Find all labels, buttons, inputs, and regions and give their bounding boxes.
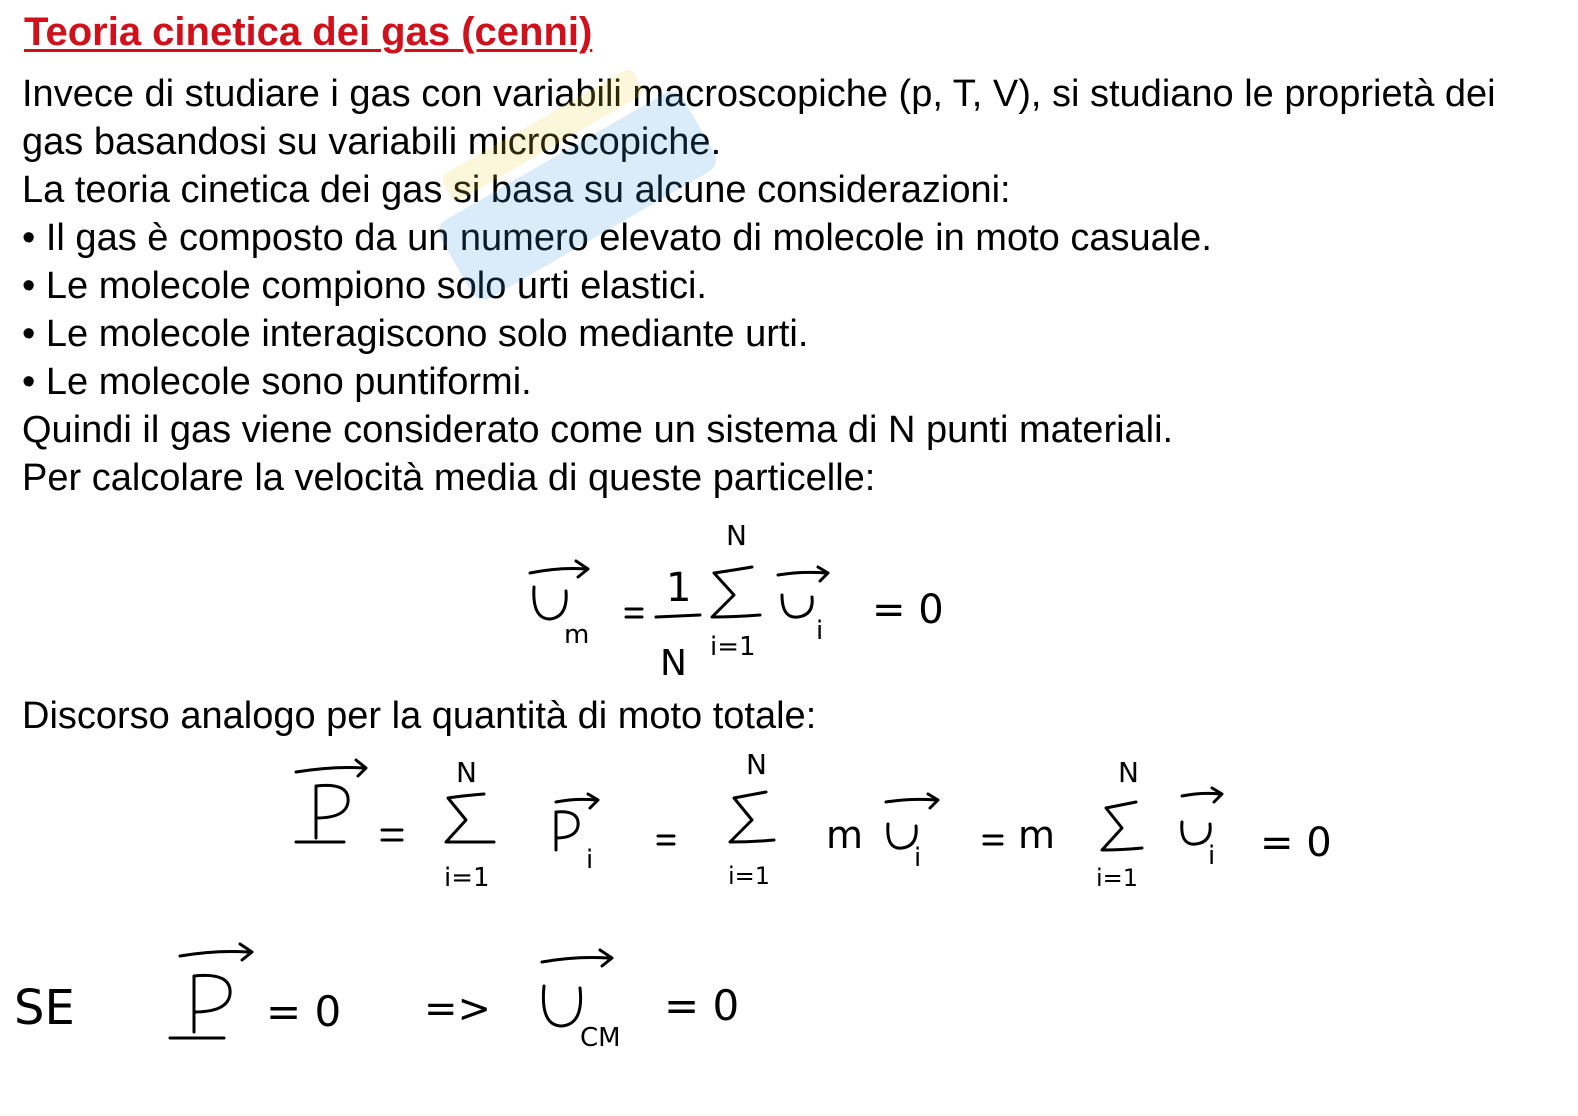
sigma-icon [730,792,774,842]
velocity-average-equation [520,515,980,685]
se-label: SE [14,980,75,1036]
p-symbol [316,785,348,838]
velocity-term-subscript: i [914,843,922,873]
sigma-icon [446,794,494,842]
equation-result: = 0 [872,587,944,633]
sum-lower-limit: i=1 [444,863,490,893]
v-symbol [543,986,580,1026]
considerations-intro: La teoria cinetica dei gas si basa su alcune considerazioni: [22,169,1011,211]
bullet-item: • Le molecole interagiscono solo mediante urti. [22,310,1562,358]
momentum-term-subscript: i [586,845,594,875]
sum-lower-limit: i=1 [1096,864,1139,892]
equation-result: = 0 [1260,820,1332,866]
center-of-mass-subscript: CM [580,1023,621,1053]
v-symbol [888,824,916,848]
intro-paragraph: Invece di studiare i gas con variabili macroscopiche (p, T, V), si studiano le proprietà dei gas basandosi su variabili microscopiche. [22,73,1496,163]
vector-arrow [530,561,588,577]
v-symbol [782,595,812,617]
fraction-bar [656,615,700,617]
bullet-item: • Le molecole sono puntiformi. [22,358,1562,406]
bullet-item: • Le molecole compiono solo urti elastici. [22,262,1562,310]
sigma-icon [1102,802,1142,850]
momentum-intro: Discorso analogo per la quantità di moto totale: [22,695,817,737]
velocity-term-subscript: i [1208,841,1216,871]
vector-arrow [542,950,612,966]
sum-lower-limit: i=1 [728,862,771,890]
slide-title: Teoria cinetica dei gas (cenni) [24,10,593,54]
mass-symbol: m [826,813,864,857]
vector-arrow [778,567,828,581]
vector-arrow [556,794,598,808]
sum-lower-limit: i=1 [710,632,756,662]
vector-arrow [886,794,938,808]
vector-arrow [180,944,252,960]
sum-upper-limit: N [726,519,747,552]
momentum-result: = 0 [266,987,342,1036]
center-of-mass-conclusion [10,930,770,1060]
average-velocity-intro: Per calcolare la velocità media di queste particelle: [22,457,876,499]
total-momentum-equation [290,750,1350,900]
center-of-mass-result: = 0 [664,981,740,1030]
v-symbol [534,587,566,619]
sigma-icon [712,567,760,617]
p-symbol [556,812,578,850]
vector-arrow [1182,788,1222,802]
conclusion-line: Quindi il gas viene considerato come un sistema di N punti materiali. [22,409,1174,451]
sum-upper-limit: N [1118,756,1139,789]
fraction-numerator: 1 [666,565,692,611]
bullet-item: • Il gas è composto da un numero elevato di molecole in moto casuale. [22,214,1562,262]
mass-symbol: m [1018,813,1056,857]
v-symbol [1182,822,1210,844]
velocity-term-subscript: i [816,616,824,646]
sum-upper-limit: N [746,748,767,781]
p-symbol [194,975,230,1032]
fraction-denominator: N [660,643,687,684]
slide-body [22,70,1562,502]
implies-arrow: => [424,986,492,1032]
sum-upper-limit: N [456,756,477,789]
vector-arrow [296,760,366,776]
velocity-subscript: m [564,620,590,650]
